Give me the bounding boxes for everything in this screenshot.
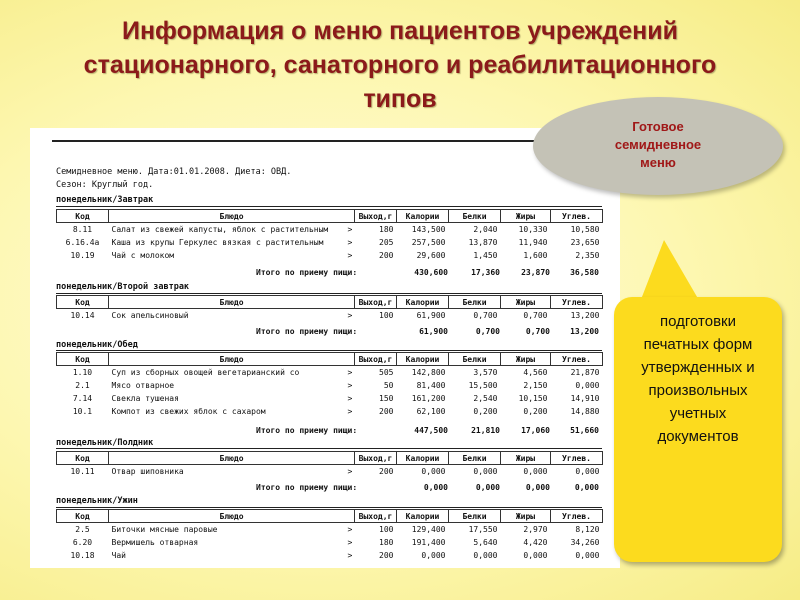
cell-carbs: 14,880 (570, 407, 600, 416)
cell-code: 6.20 (72, 538, 93, 547)
cell-code: 10.1 (72, 407, 93, 416)
section-rule (56, 350, 602, 351)
total-fats: 0,700 (525, 327, 550, 336)
total-proteins: 17,360 (471, 268, 500, 277)
cell-code: 7.14 (72, 394, 93, 403)
section-title: понедельник/Полдник (56, 438, 154, 448)
total-calories: 0,000 (423, 483, 448, 492)
cell-fats: 0,000 (523, 467, 548, 476)
cell-mark: > (347, 407, 353, 416)
cell-yield: 100 (379, 311, 394, 320)
table-row (57, 223, 603, 237)
document-header-line1: Семидневное меню. Дата:01.01.2008. Диета: ОВД. (56, 167, 292, 177)
total-fats: 0,000 (525, 483, 550, 492)
cell-code: 6.16.4а (65, 238, 100, 247)
total-calories: 430,600 (414, 268, 448, 277)
ready-menu-badge-text (585, 118, 731, 172)
totals-label: Итого по приему пищи: (256, 327, 358, 336)
cell-fats: 0,000 (523, 551, 548, 560)
column-header-dish: Блюдо (109, 452, 355, 465)
column-header-fats: Жиры (501, 452, 551, 465)
badge-line3: меню (640, 155, 676, 170)
cell-fats: 2,970 (523, 525, 548, 534)
cell-yield: 200 (379, 251, 394, 260)
cell-mark: > (347, 238, 353, 247)
cell-fats: 0,200 (523, 407, 548, 416)
table-row (57, 366, 603, 380)
cell-code: 2.5 (75, 525, 90, 534)
cell-code: 8.11 (72, 225, 93, 234)
table-row (57, 465, 603, 479)
cell-dish: Чай с молоком (111, 251, 175, 260)
cell-dish: Отвар шиповника (111, 467, 184, 476)
cell-carbs: 8,120 (575, 525, 600, 534)
cell-calories: 257,500 (411, 238, 446, 247)
column-header-code: Код (57, 452, 109, 465)
cell-dish: Вермишель отварная (111, 538, 199, 547)
section-title: понедельник/Завтрак (56, 195, 154, 205)
cell-yield: 180 (379, 225, 394, 234)
total-proteins: 21,810 (471, 426, 500, 435)
column-header-proteins: Белки (449, 452, 501, 465)
table-row (57, 523, 603, 537)
cell-dish: Компот из свежих яблок с сахаром (111, 407, 266, 416)
cell-fats: 10,150 (518, 394, 548, 403)
cell-calories: 0,000 (421, 467, 446, 476)
table-row (57, 379, 603, 392)
cell-mark: > (347, 551, 353, 560)
cell-proteins: 0,700 (473, 311, 498, 320)
cell-proteins: 3,570 (473, 368, 498, 377)
cell-mark: > (347, 538, 353, 547)
totals-label: Итого по приему пищи: (256, 426, 358, 435)
total-calories: 447,500 (414, 426, 448, 435)
cell-yield: 50 (383, 381, 394, 390)
section-rule (56, 206, 602, 207)
total-fats: 23,870 (521, 268, 550, 277)
cell-carbs: 14,910 (570, 394, 600, 403)
column-header-carbs: Углев. (551, 210, 603, 223)
callout-line5: учетных (669, 405, 727, 422)
cell-carbs: 21,870 (570, 368, 600, 377)
cell-mark: > (347, 225, 353, 234)
cell-code: 10.14 (70, 311, 95, 320)
table-row (57, 405, 603, 418)
cell-yield: 200 (379, 467, 394, 476)
section-title: понедельник/Обед (56, 340, 138, 350)
cell-carbs: 34,260 (570, 538, 600, 547)
column-header-calories: Калории (397, 452, 449, 465)
cell-proteins: 2,040 (473, 225, 498, 234)
cell-code: 10.19 (70, 251, 95, 260)
callout-line3: утвержденных и (641, 359, 755, 376)
cell-carbs: 13,200 (570, 311, 600, 320)
cell-calories: 161,200 (411, 394, 446, 403)
section-title: понедельник/Второй завтрак (56, 282, 190, 292)
column-header-code: Код (57, 510, 109, 523)
cell-carbs: 0,000 (575, 467, 600, 476)
total-carbs: 13,200 (570, 327, 599, 336)
cell-dish: Мясо отварное (111, 381, 175, 390)
menu-table (56, 295, 603, 322)
cell-carbs: 0,000 (575, 551, 600, 560)
cell-calories: 81,400 (416, 381, 446, 390)
menu-table (56, 509, 603, 562)
cell-fats: 11,940 (518, 238, 548, 247)
document-top-rule (52, 140, 612, 142)
cell-dish: Сок апельсиновый (111, 311, 189, 320)
cell-proteins: 0,000 (473, 551, 498, 560)
totals-label: Итого по приему пищи: (256, 268, 358, 277)
slide-title-line1: Информация о меню пациентов учреждений (121, 17, 679, 45)
cell-proteins: 5,640 (473, 538, 498, 547)
cell-proteins: 1,450 (473, 251, 498, 260)
section-rule (56, 293, 602, 294)
cell-code: 1.10 (72, 368, 93, 377)
cell-carbs: 0,000 (575, 381, 600, 390)
menu-table (56, 451, 603, 478)
cell-code: 10.18 (70, 551, 95, 560)
callout-pointer-shape (640, 240, 700, 302)
cell-yield: 180 (379, 538, 394, 547)
cell-yield: 200 (379, 407, 394, 416)
cell-calories: 191,400 (411, 538, 446, 547)
badge-line2: семидневное (614, 137, 702, 152)
cell-yield: 200 (379, 551, 394, 560)
table-header-row (57, 210, 603, 223)
cell-dish: Суп из сборных овощей вегетарианский со (111, 368, 300, 377)
cell-calories: 129,400 (411, 525, 446, 534)
total-carbs: 36,580 (570, 268, 599, 277)
section-rule (56, 507, 602, 508)
slide-title-line3: типов (363, 85, 437, 113)
column-header-fats: Жиры (501, 353, 551, 366)
cell-proteins: 0,200 (473, 407, 498, 416)
column-header-carbs: Углев. (551, 510, 603, 523)
cell-proteins: 17,550 (468, 525, 498, 534)
column-header-code: Код (57, 210, 109, 223)
table-header-row (57, 353, 603, 366)
cell-dish: Свекла тушеная (111, 394, 179, 403)
cell-carbs: 23,650 (570, 238, 600, 247)
cell-yield: 205 (379, 238, 394, 247)
cell-carbs: 10,580 (570, 225, 600, 234)
cell-mark: > (347, 251, 353, 260)
cell-calories: 142,800 (411, 368, 446, 377)
table-row (57, 309, 603, 323)
column-header-fats: Жиры (501, 296, 551, 309)
cell-proteins: 0,000 (473, 467, 498, 476)
column-header-yield: Выход,г (355, 452, 397, 465)
table-row (57, 249, 603, 262)
column-header-carbs: Углев. (551, 353, 603, 366)
table-row (57, 536, 603, 549)
cell-mark: > (347, 394, 353, 403)
column-header-proteins: Белки (449, 510, 501, 523)
cell-mark: > (347, 525, 353, 534)
menu-document (30, 128, 620, 568)
cell-calories: 29,600 (416, 251, 446, 260)
cell-proteins: 15,500 (468, 381, 498, 390)
table-header-row (57, 452, 603, 465)
callout-line6: документов (657, 428, 739, 445)
cell-calories: 62,100 (416, 407, 446, 416)
total-fats: 17,060 (521, 426, 550, 435)
column-header-carbs: Углев. (551, 452, 603, 465)
table-row (57, 236, 603, 249)
section-rule (56, 448, 602, 449)
cell-yield: 100 (379, 525, 394, 534)
column-header-yield: Выход,г (355, 210, 397, 223)
column-header-yield: Выход,г (355, 353, 397, 366)
column-header-dish: Блюдо (109, 510, 355, 523)
column-header-proteins: Белки (449, 296, 501, 309)
cell-fats: 4,420 (523, 538, 548, 547)
column-header-calories: Калории (397, 296, 449, 309)
cell-proteins: 13,870 (468, 238, 498, 247)
column-header-calories: Калории (397, 510, 449, 523)
column-header-proteins: Белки (449, 353, 501, 366)
column-header-calories: Калории (397, 210, 449, 223)
cell-fats: 2,150 (523, 381, 548, 390)
cell-calories: 143,500 (411, 225, 446, 234)
total-proteins: 0,700 (475, 327, 500, 336)
total-carbs: 0,000 (574, 483, 599, 492)
slide-title-line2: стационарного, санаторного и реабилитационного (83, 51, 717, 79)
callout-text (614, 310, 782, 448)
column-header-yield: Выход,г (355, 510, 397, 523)
cell-yield: 505 (379, 368, 394, 377)
totals-label: Итого по приему пищи: (256, 483, 358, 492)
cell-carbs: 2,350 (575, 251, 600, 260)
callout-line1: подготовки (660, 313, 736, 330)
column-header-code: Код (57, 296, 109, 309)
document-header-line2: Сезон: Круглый год. (56, 180, 154, 190)
badge-line1: Готовое (632, 119, 684, 134)
column-header-code: Код (57, 353, 109, 366)
cell-mark: > (347, 311, 353, 320)
cell-mark: > (347, 467, 353, 476)
cell-dish: Чай (111, 551, 126, 560)
column-header-dish: Блюдо (109, 210, 355, 223)
cell-code: 2.1 (75, 381, 90, 390)
callout-line4: произвольных (648, 382, 748, 399)
cell-fats: 4,560 (523, 368, 548, 377)
total-proteins: 0,000 (475, 483, 500, 492)
cell-dish: Салат из свежей капусты, яблок с растительным (111, 225, 329, 234)
total-calories: 61,900 (419, 327, 448, 336)
cell-fats: 0,700 (523, 311, 548, 320)
column-header-proteins: Белки (449, 210, 501, 223)
table-header-row (57, 296, 603, 309)
cell-dish: Биточки мясные паровые (111, 525, 218, 534)
cell-mark: > (347, 381, 353, 390)
cell-calories: 61,900 (416, 311, 446, 320)
cell-calories: 0,000 (421, 551, 446, 560)
cell-yield: 150 (379, 394, 394, 403)
menu-table (56, 209, 603, 262)
table-row (57, 392, 603, 405)
cell-dish: Каша из крупы Геркулес вязкая с растительным (111, 238, 324, 247)
total-carbs: 51,660 (570, 426, 599, 435)
column-header-dish: Блюдо (109, 353, 355, 366)
cell-proteins: 2,540 (473, 394, 498, 403)
column-header-carbs: Углев. (551, 296, 603, 309)
table-header-row (57, 510, 603, 523)
cell-fats: 10,330 (518, 225, 548, 234)
cell-mark: > (347, 368, 353, 377)
menu-table (56, 352, 603, 418)
column-header-fats: Жиры (501, 510, 551, 523)
cell-fats: 1,600 (523, 251, 548, 260)
callout-line2: печатных форм (643, 336, 753, 353)
table-row (57, 549, 603, 562)
cell-code: 10.11 (70, 467, 95, 476)
column-header-dish: Блюдо (109, 296, 355, 309)
column-header-fats: Жиры (501, 210, 551, 223)
section-title: понедельник/Ужин (56, 496, 138, 506)
column-header-calories: Калории (397, 353, 449, 366)
column-header-yield: Выход,г (355, 296, 397, 309)
